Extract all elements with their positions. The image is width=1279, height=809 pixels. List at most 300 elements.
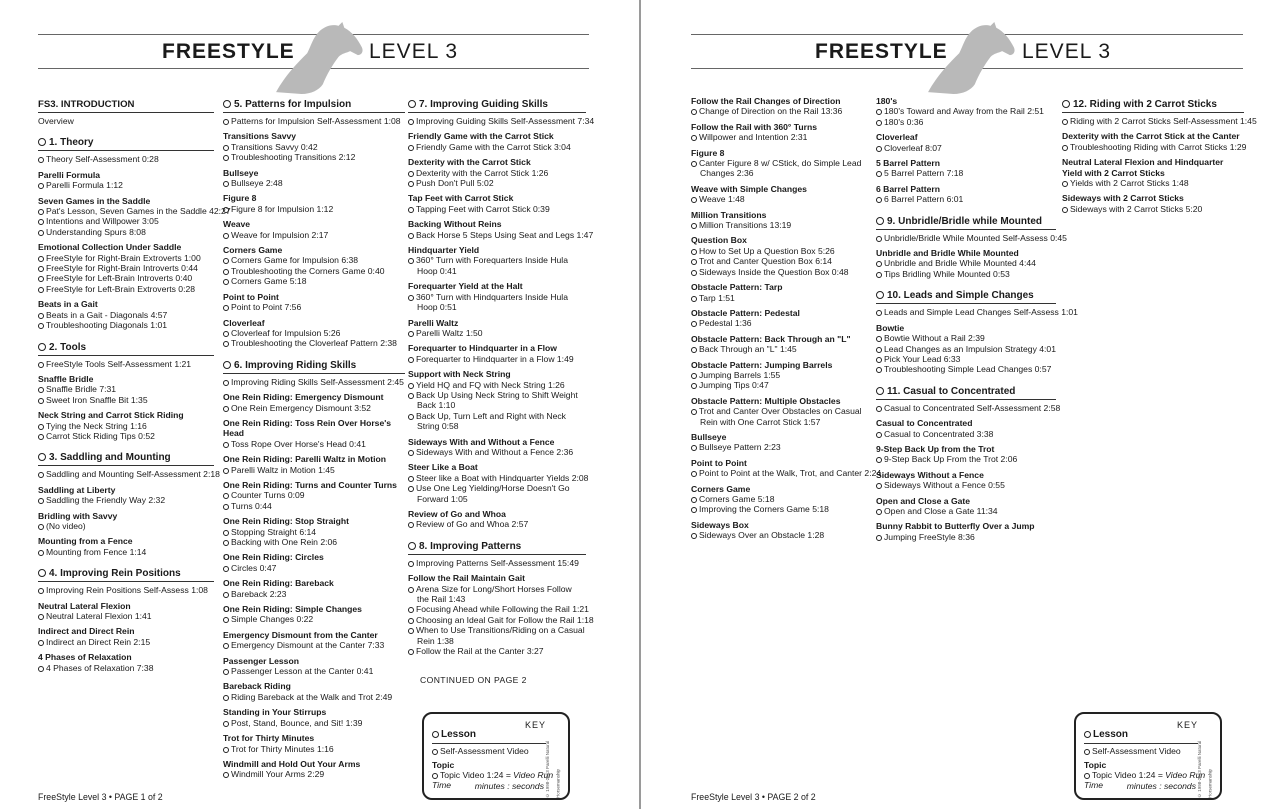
topic-group [38,536,214,557]
video-item-label: 180's 0:36 [884,116,924,127]
topic-group [38,170,214,191]
video-item [38,384,214,394]
topic-title: Bridling with Savvy [38,510,118,521]
topic-group [223,318,405,349]
section-title: 1. Theory [49,137,94,149]
circle-bullet-icon [691,445,697,451]
video-item-label: Corners Game for Impulsion 6:38 [231,255,359,266]
circle-bullet-icon [223,468,229,474]
topic-title: Obstacle Pattern: Multiple Obstacles [691,395,841,406]
key-note: minutes : seconds [1126,781,1196,791]
topic-title: Seven Games in the Saddle [38,195,151,206]
header-level: LEVEL 3 [1022,40,1112,63]
circle-bullet-icon [1084,731,1091,738]
video-item [691,406,869,427]
video-item-label: Open and Close a Gate 11:34 [884,505,998,516]
video-item [223,692,405,702]
circle-bullet-icon [223,145,229,151]
circle-bullet-icon [876,146,882,152]
key-self-assessment: Self-Assessment Video [1084,746,1181,756]
key-topic-video: Topic Video 1:24 = Video Run Time [432,770,554,791]
circle-bullet-icon [223,493,229,499]
video-item [691,246,869,256]
topic-group [38,601,214,622]
topic-group [691,184,869,205]
section-title: 7. Improving Guiding Skills [419,99,548,110]
video-item-label: Casual to Concentrated 3:38 [884,428,994,439]
video-item [223,744,405,754]
circle-bullet-icon [876,367,882,373]
video-item-label: Bullseye Pattern 2:23 [699,442,781,453]
circle-bullet-icon [408,357,414,363]
topic-title: Question Box [691,235,747,246]
topic-title: Weave [223,219,251,230]
topic-title: Weave with Simple Changes [691,183,807,194]
topic-title: One Rein Riding: Simple Changes [223,604,362,615]
video-item-label: One Rein Emergency Dismount 3:52 [231,402,371,413]
video-item [223,527,405,537]
topic-group [223,245,405,287]
circle-bullet-icon [876,509,882,515]
video-item [408,354,586,364]
video-item [408,646,586,656]
circle-bullet-icon [876,291,884,299]
video-item-label: FreeStyle for Right-Brain Introverts 0:44 [46,263,198,274]
circle-bullet-icon [38,266,44,272]
section-title: FS3. INTRODUCTION [38,99,135,110]
video-item [876,480,1056,490]
video-item [408,625,586,646]
circle-bullet-icon [223,592,229,598]
video-item [876,269,1056,279]
video-item-label: Sideways Over an Obstacle 1:28 [699,530,825,541]
topic-group [691,457,882,479]
video-item [691,106,869,116]
video-item-label: Troubleshooting Transitions 2:12 [231,152,356,163]
video-item-label: Sweet Iron Snaffle Bit 1:35 [46,394,148,405]
circle-bullet-icon [223,669,229,675]
section-title: 2. Tools [49,341,87,353]
topic-title: 6 Barrel Pattern [876,183,941,194]
topic-title: Obstacle Pattern: Tarp [691,282,783,293]
video-item-label: FreeStyle Tools Self-Assessment 1:21 [46,358,192,369]
video-item-label: Push Don't Pull 5:02 [416,178,494,189]
circle-bullet-icon [408,233,414,239]
topic-title: Snaffle Bridle [38,373,94,384]
topic-title: Windmill and Hold Out Your Arms [223,758,361,769]
video-item [1062,116,1257,126]
video-item-label: Trot and Canter Over Obstacles on Casual Rein with One Carrot Stick 1:57 [699,406,862,427]
topic-group [408,462,589,504]
circle-bullet-icon [223,305,229,311]
topic-group [223,759,405,780]
video-item-label: Emergency Dismount at the Canter 7:33 [231,640,385,651]
video-item [223,338,405,348]
circle-bullet-icon [38,183,44,189]
topic-group [38,359,214,369]
topic-title: Follow the Rail with 360° Turns [691,121,817,132]
video-item [408,255,586,276]
circle-bullet-icon [876,432,882,438]
topic-group [876,521,1056,542]
video-item [691,344,869,354]
video-item-label: Improving Guiding Skills Self-Assessment 7:34 [416,116,595,126]
video-item [408,142,586,152]
topic-title: Saddling at Liberty [38,484,116,495]
topic-title: Sideways Without a Fence [876,469,984,480]
topic-title: Obstacle Pattern: Jumping Barrels [691,359,833,370]
circle-bullet-icon [223,181,229,187]
video-item [38,273,214,283]
video-item [408,483,586,504]
topic-title: Neutral Lateral Flexion [38,600,131,611]
topic-group [38,299,214,330]
video-item [691,494,869,504]
key-copyright: © 1998-2013 Parelli Natural Horsemanship [1197,740,1213,798]
topic-title: Standing in Your Stirrups [223,707,327,718]
topic-title: Point to Point [223,291,279,302]
topic-group [691,484,869,515]
video-item-label: 6 Barrel Pattern 6:01 [884,194,964,205]
circle-bullet-icon [408,258,414,264]
page1-footer: FreeStyle Level 3 • PAGE 1 of 2 [38,792,163,802]
video-item-label: Jumping Barrels 1:55 [699,369,781,380]
circle-bullet-icon [408,207,414,213]
section-heading [223,359,405,374]
circle-bullet-icon [1062,145,1068,151]
circle-bullet-icon [38,434,44,440]
topic-group [223,516,405,547]
circle-bullet-icon [223,155,229,161]
video-item [223,614,405,624]
topic-title: Sideways With and Without a Fence [408,436,555,447]
video-item-label: Willpower and Intention 2:31 [699,132,808,143]
circle-bullet-icon [223,279,229,285]
video-item [38,284,214,294]
circle-bullet-icon [691,197,697,203]
video-item-label: Tying the Neck String 1:16 [46,420,147,431]
video-item [876,232,1067,243]
video-item-label: Parelli Waltz in Motion 1:45 [231,464,335,475]
circle-bullet-icon [1084,749,1090,755]
topic-title: Corners Game [691,483,751,494]
video-item-label: Riding Bareback at the Walk and Trot 2:49 [231,691,393,702]
circle-bullet-icon [1062,181,1068,187]
video-item [408,328,586,338]
topic-group [38,374,214,405]
video-item-label: Figure 8 for Impulsion 1:12 [231,203,334,214]
topic-group [223,116,405,126]
video-item-label: Trot for Thirty Minutes 1:16 [231,743,334,754]
video-item-label: Troubleshooting the Cloverleaf Pattern 2:38 [231,338,397,349]
topic-group [876,184,1056,205]
video-item-label: Use One Leg Yielding/Horse Doesn't Go Forward 1:05 [416,483,570,504]
video-item-label: Friendly Game with the Carrot Stick 3:04 [416,141,571,152]
topic-group [876,307,1078,318]
topic-group [38,116,214,126]
video-item-label: 5 Barrel Pattern 7:18 [884,168,964,179]
video-item [223,328,405,338]
circle-bullet-icon [1062,119,1068,125]
video-item [223,769,405,779]
video-item [691,132,869,142]
video-item [38,495,214,505]
video-item-label: Indirect an Direct Rein 2:15 [46,636,151,647]
circle-bullet-icon [223,695,229,701]
key-legend [422,712,570,800]
topic-title: Hindquarter Yield [408,245,480,256]
section-title: 5. Patterns for Impulsion [234,99,352,110]
video-item-label: Change of Direction on the Rail 13:36 [699,106,843,117]
circle-bullet-icon [223,331,229,337]
topic-group [223,418,405,449]
video-item [691,504,869,514]
key-topic: Topic [432,760,455,770]
topic-group [691,334,869,355]
header-level: LEVEL 3 [369,40,459,63]
video-item [223,302,405,312]
circle-bullet-icon [408,100,416,108]
topic-group [223,219,405,240]
topic-group [691,282,869,303]
video-item-label: Tips Bridling While Mounted 0:53 [884,268,1010,279]
circle-bullet-icon [38,209,44,215]
circle-bullet-icon [38,498,44,504]
topic-title: One Rein Riding: Turns and Counter Turns [223,479,397,490]
video-item-label: Back Up Using Neck String to Shift Weight Back 1:10 [416,389,578,411]
circle-bullet-icon [38,424,44,430]
video-item-label: 4 Phases of Relaxation 7:38 [46,662,154,673]
topic-title: Support with Neck String [408,369,511,380]
video-item [691,256,869,266]
video-item [691,380,869,390]
topic-group [408,245,586,276]
topic-group [223,578,405,599]
video-item-label: Bullseye 2:48 [231,178,283,189]
topic-group [408,318,586,339]
circle-bullet-icon [876,483,882,489]
circle-bullet-icon [38,569,46,577]
video-item [223,204,405,214]
video-item [691,158,869,179]
topic-title: Dexterity with the Carrot Stick [408,157,531,168]
topic-group [223,377,405,387]
circle-bullet-icon [38,588,44,594]
video-item-label: Understanding Spurs 8:08 [46,226,146,237]
video-item [223,152,405,162]
circle-bullet-icon [408,181,414,187]
topic-group [223,681,405,702]
topic-title: Parelli Waltz [408,317,459,328]
topic-group [408,219,594,240]
topic-group [223,193,405,214]
circle-bullet-icon [691,135,697,141]
video-item-label: Patterns for Impulsion Self-Assessment 1:08 [231,116,401,126]
circle-bullet-icon [691,109,697,115]
topic-title: Steer Like a Boat [408,462,478,473]
circle-bullet-icon [876,457,882,463]
video-item-label: Toss Rope Over Horse's Head 0:41 [231,438,366,449]
topic-group [38,469,220,480]
topic-title: Emergency Dismount from the Canter [223,629,378,640]
video-item [223,589,405,599]
video-item [876,429,1056,439]
section-heading [223,98,405,113]
video-item-label: Jumping FreeStyle 8:36 [884,531,975,542]
video-item-label: Casual to Concentrated Self-Assessment 2:58 [884,402,1061,413]
topic-group [876,470,1056,491]
video-item-label: Beats in a Gait - Diagonals 4:57 [46,309,168,320]
circle-bullet-icon [38,387,44,393]
video-item [691,267,869,277]
section-heading [38,451,214,466]
circle-bullet-icon [223,530,229,536]
topic-title: Obstacle Pattern: Pedestal [691,307,800,318]
circle-bullet-icon [38,256,44,262]
topic-title: Figure 8 [691,147,725,158]
topic-title: Dexterity with the Carrot Stick at the Canter [1062,131,1240,142]
topic-group [691,235,869,277]
circle-bullet-icon [38,666,44,672]
video-item-label: Corners Game 5:18 [699,494,775,504]
topic-title: Bunny Rabbit to Butterfly Over a Jump [876,521,1035,532]
video-item [876,344,1056,354]
circle-bullet-icon [408,486,414,492]
section-heading [38,341,214,356]
video-item [223,465,405,475]
circle-bullet-icon [38,287,44,293]
video-item [408,116,595,126]
video-item [408,229,594,240]
video-item [876,168,1056,178]
video-item [408,447,586,457]
section-heading [876,215,1056,230]
video-item [408,178,586,188]
video-item-label: Pat's Lesson, Seven Games in the Saddle 42:27 [46,206,231,217]
video-item-label: Intentions and Willpower 3:05 [46,216,159,227]
video-item [38,395,214,405]
circle-bullet-icon [38,453,46,461]
video-item [408,168,586,178]
topic-title: One Rein Riding: Emergency Dismount [223,392,384,403]
circle-bullet-icon [408,607,414,613]
circle-bullet-icon [876,120,882,126]
topic-group [38,511,214,532]
circle-bullet-icon [223,207,229,213]
circle-bullet-icon [408,450,414,456]
video-item-label: Steer like a Boat with Hindquarter Yields 2:08 [416,472,589,483]
circle-bullet-icon [223,269,229,275]
topic-group [876,96,1056,127]
topic-group [408,131,586,152]
video-item [876,307,1078,318]
circle-bullet-icon [408,542,416,550]
topic-title: Casual to Concentrated [876,418,973,429]
topic-group [408,157,586,188]
topic-group [223,707,405,728]
topic-group [408,573,594,657]
video-item [691,194,869,204]
circle-bullet-icon [691,270,697,276]
video-item [876,354,1056,364]
video-item [876,402,1061,413]
video-item-label: Circles 0:47 [231,562,277,573]
topic-group [408,509,586,530]
video-item-label: Cloverleaf 8:07 [884,142,942,153]
video-item [876,333,1056,343]
video-item-label: When to Use Transitions/Riding on a Casual Rein 1:38 [416,625,585,646]
video-item-label: 360° Turn with Forequarters Inside Hula Hoop 0:41 [416,255,568,276]
topic-title: Tap Feet with Carrot Stick [408,193,514,204]
circle-bullet-icon [1084,773,1090,779]
video-item [223,276,405,286]
video-item [38,663,214,673]
video-item [223,403,405,413]
video-item-label: Overview [38,116,74,126]
page-1 [0,0,639,809]
circle-bullet-icon [38,219,44,225]
video-item-label: 180's Toward and Away from the Rail 2:51 [884,106,1044,117]
circle-bullet-icon [691,321,697,327]
topic-group [876,158,1056,179]
circle-bullet-icon [432,731,439,738]
section-title: 12. Riding with 2 Carrot Sticks [1073,99,1217,110]
topic-title: Backing Without Reins [408,219,502,230]
topic-group [876,444,1056,465]
key-title: KEY [1176,720,1198,730]
video-item-label: Troubleshooting the Corners Game 0:40 [231,265,385,276]
topic-title: Passenger Lesson [223,655,299,666]
topic-group [691,96,869,117]
key-title: KEY [524,720,546,730]
section-title: 10. Leads and Simple Changes [887,290,1034,302]
circle-bullet-icon [38,614,44,620]
topic-title: Mounting from a Fence [38,536,133,547]
video-item-label: Canter Figure 8 w/ CStick, do Simple Lead Changes 2:36 [699,158,862,179]
topic-group [38,485,214,506]
section-heading [408,98,586,113]
topic-group [691,308,869,329]
topic-title: Point to Point [691,457,747,468]
topic-group [876,248,1056,279]
topic-title: Cloverleaf [223,317,265,328]
topic-group [876,402,1061,413]
key-topic: Topic [1084,760,1107,770]
video-item-label: Yields with 2 Carrot Sticks 1:48 [1070,178,1189,189]
topic-title: One Rein Riding: Stop Straight [223,516,350,527]
video-item-label: Saddling and Mounting Self-Assessment 2:18 [46,469,220,480]
video-item-label: Dexterity with the Carrot Stick 1:26 [416,167,549,178]
topic-title: Transitions Savvy [223,131,297,142]
topic-title: Cloverleaf [876,132,918,143]
topic-title: Bowtie [876,322,905,333]
circle-bullet-icon [876,261,882,267]
video-item [38,521,214,531]
topic-title: Forequarter to Hindquarter in a Flow [408,343,557,354]
video-item-label: Troubleshooting Riding with Carrot Sticks 1:29 [1070,141,1247,152]
topic-group [408,437,586,458]
circle-bullet-icon [223,380,229,386]
circle-bullet-icon [876,310,882,316]
circle-bullet-icon [691,533,697,539]
section-title: 6. Improving Riding Skills [234,359,357,371]
section-title: 3. Saddling and Mounting [49,452,171,464]
topic-group [876,132,1056,153]
video-item [1062,204,1244,214]
page1-column-3 [408,96,595,661]
circle-bullet-icon [691,471,697,477]
topic-title: Open and Close a Gate [876,495,971,506]
